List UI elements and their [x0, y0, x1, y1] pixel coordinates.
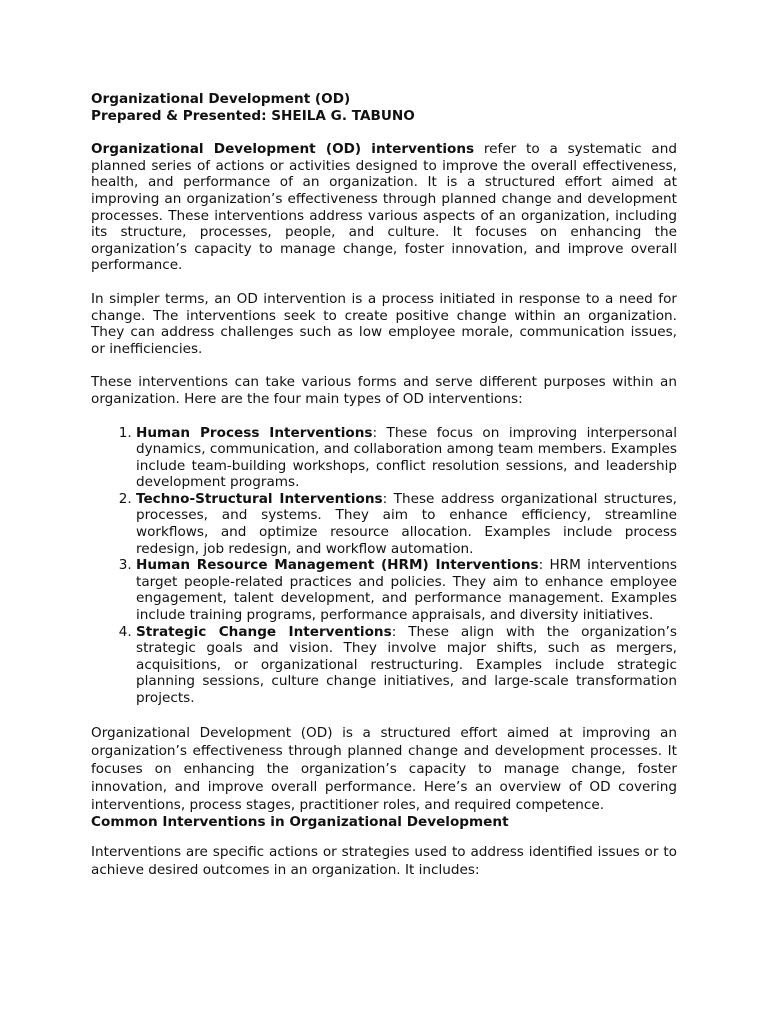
paragraph-od-overview: Organizational Development (OD) is a structured effort aimed at improving an organization’s effectiveness through planned change and development processes. It focuses on enhancing the organization’s capacity to manage change, foster innovation, and improve overall performance. Here’s an overview of OD covering interventions, process stages, practitioner roles, and required competence. — [91, 724, 677, 813]
intro-rest: refer to a systematic and planned series of actions or activities designed to improve the overall effectiveness, health, and performance of an organization. It is a structured effort aimed at improving an organization’s effectiveness through planned change and development processes. These interventions address various aspects of an organization, including its structure, processes, people, and culture. It focuses on enhancing the organization’s capacity to manage change, foster innovation, and improve overall performance. — [91, 141, 677, 274]
paragraph-interventions-def: Interventions are specific actions or strategies used to address identified issues or to achieve desired outcomes in an organization. It includes: — [91, 844, 677, 879]
intro-paragraph — [91, 141, 677, 274]
list-item — [136, 491, 677, 557]
intervention-types-list — [91, 425, 677, 707]
paragraph-simpler-terms: In simpler terms, an OD intervention is a process initiated in response to a need for change. The interventions seek to create positive change within an organization. They can address challenges such as low employee morale, communication issues, or inefficiencies. — [91, 290, 677, 357]
intro-lead-bold: Organizational Development (OD) interventions — [91, 141, 475, 158]
author-line: Prepared & Presented: SHEILA G. TABUNO — [91, 107, 415, 124]
list-item — [136, 624, 677, 707]
document-body — [91, 91, 677, 879]
list-item-name: Strategic Change Interventions — [136, 623, 392, 640]
list-item — [136, 425, 677, 491]
list-item-description: : HRM interventions target people-related practices and policies. They aim to enhance employee engagement, talent development, and performance management. Examples include training programs, performance appraisals, and diversity initiatives. — [136, 557, 677, 624]
section-heading: Common Interventions in Organizational Development — [91, 813, 509, 830]
list-item-description: : These focus on improving interpersonal dynamics, communication, and collaboration among team members. Examples include team-building workshops, conflict resolution sessions, and leadership development programs. — [136, 424, 677, 491]
document-title: Organizational Development (OD) — [91, 91, 351, 107]
list-item-name: Human Resource Management (HRM) Interventions — [136, 557, 539, 574]
list-item-description: : These align with the organization’s strategic goals and vision. They involve major shifts, such as mergers, acquisitions, or organizational restructuring. Examples include strategic planning sessions, culture change initiatives, and large-scale transformation projects. — [136, 623, 677, 706]
list-item-name: Techno-Structural Interventions — [136, 490, 383, 507]
paragraph-forms: These interventions can take various forms and serve different purposes within an organization. Here are the four main types of OD interventions: — [91, 374, 677, 407]
list-item-description: : These address organizational structures, processes, and systems. They aim to enhance efficiency, streamline workflows, and optimize resource allocation. Examples include process redesign, job redesign, and workflow automation. — [136, 490, 677, 557]
list-item — [136, 557, 677, 623]
list-item-name: Human Process Interventions — [136, 424, 373, 441]
